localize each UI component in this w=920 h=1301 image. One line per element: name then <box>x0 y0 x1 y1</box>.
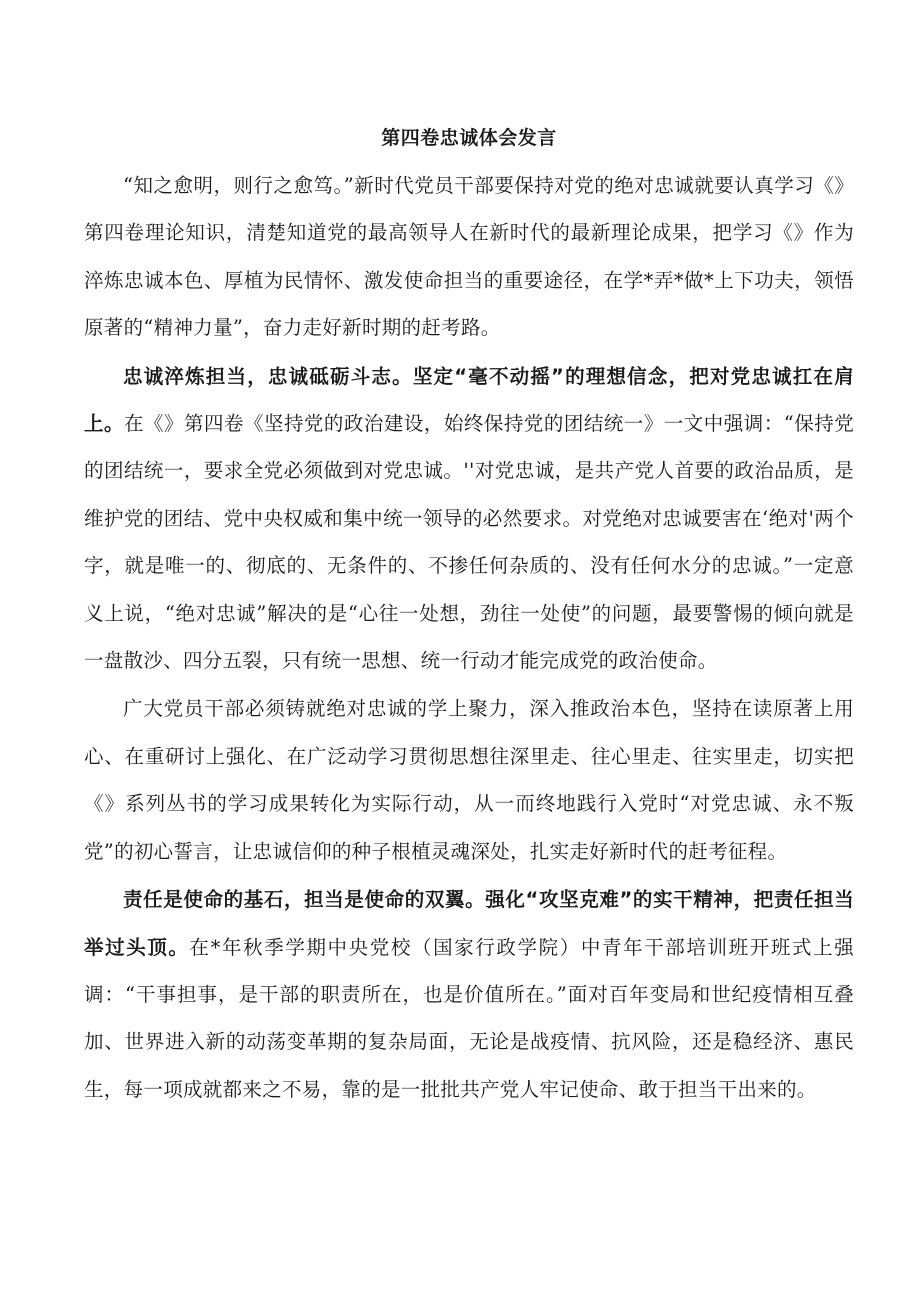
paragraph-loyalty <box>84 353 854 685</box>
paragraph-text: 在《》第四卷《坚持党的政治建设，始终保持党的团结统一》一文中强调：“保持党的团结统一，要求全党必须做到对党忠诚。''对党忠诚，是共产党人首要的政治品质，是维护党的团结、党中央权威和集中统一领导的必然要求。对党绝对忠诚要害在‘绝对'两个字，就是唯一的、彻底的、无条件的、不掺任何杂质的、没有任何水分的忠诚。”一定意义上说，“绝对忠诚”解决的是“心往一处想，劲往一处使”的问题，最要警惕的倾向就是一盘散沙、四分五裂，只有统一思想、统一行动才能完成党的政治使命。 <box>84 412 854 673</box>
document-page <box>84 118 854 1113</box>
paragraph-text: “知之愈明，则行之愈笃。”新时代党员干部要保持对党的绝对忠诚就要认真学习《》第四卷理论知识，清楚知道党的最高领导人在新时代的最新理论成果，把学习《》作为淬炼忠诚本色、厚植为民情怀、激发使命担当的重要途径，在学*弄*做*上下功夫，领悟原著的“精神力量”，奋力走好新时期的赶考路。 <box>84 174 854 340</box>
document-title: 第四卷忠诚体会发言 <box>381 127 557 149</box>
paragraph-intro <box>84 162 854 352</box>
paragraph-text: 广大党员干部必须铸就绝对忠诚的学上聚力，深入推政治本色，坚持在读原著上用心、在重研讨上强化、在广泛动学习贯彻思想往深里走、往心里走、往实里走，切实把《》系列丛书的学习成果转化为实际行动，从一而终地践行入党时“对党忠诚、永不叛党”的初心誓言，让忠诚信仰的种子根植灵魂深处，扎实走好新时代的赶考征程。 <box>84 697 854 863</box>
paragraph-lead-bold: 忠诚淬炼担当，忠诚砥砺斗志。坚定“毫不动摇”的理想信念，把对党忠诚扛在肩上。 <box>84 364 854 436</box>
paragraph-cadres <box>84 685 854 875</box>
paragraph-lead-bold: 责任是使命的基石，担当是使命的双翼。强化“攻坚克难”的实干精神，把责任担当举过头顶。 <box>84 888 854 959</box>
paragraph-text: 在*年秋季学期中央党校（国家行政学院）中青年干部培训班开班式上强调：“干事担事，是干部的职责所在，也是价值所在。”面对百年变局和世纪疫情相互叠加、世界进入新的动荡变革期的复杂局面，无论是战疫情、抗风险，还是稳经济、惠民生，每一项成就都来之不易，靠的是一批批共产党人牢记使命、敢于担当干出来的。 <box>84 935 854 1101</box>
paragraph-responsibility <box>84 876 854 1113</box>
